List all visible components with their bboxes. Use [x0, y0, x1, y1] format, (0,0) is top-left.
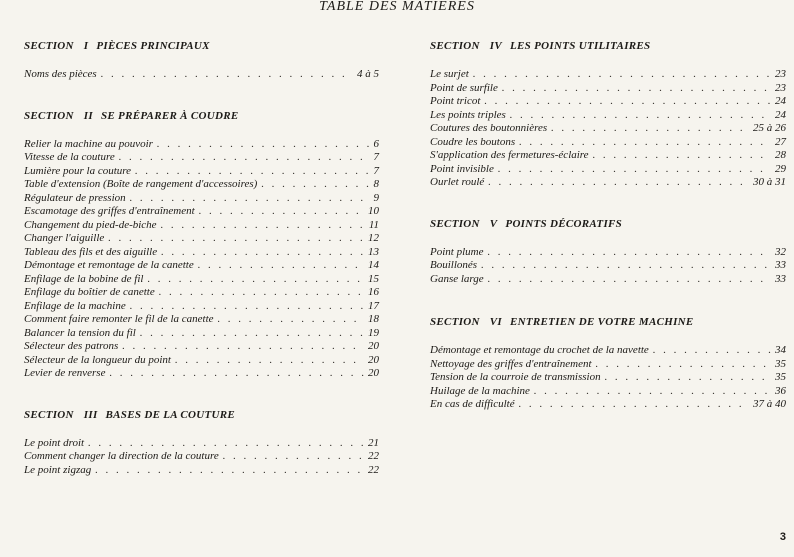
section-number: IV	[489, 40, 502, 52]
entry-page: 9	[373, 191, 379, 204]
entry-title: Relier la machine au pouvoir	[24, 137, 153, 150]
entry-page: 24	[775, 108, 786, 121]
toc-entry	[24, 327, 379, 341]
dot-leader	[101, 68, 353, 82]
dot-leader	[157, 138, 370, 152]
toc-entry	[24, 192, 379, 206]
entry-title: Point plume	[430, 245, 484, 258]
dot-leader	[108, 232, 364, 246]
section-heading	[24, 38, 379, 54]
section-label: SECTION	[24, 40, 74, 52]
toc-entry	[430, 176, 786, 190]
entry-page: 29	[775, 162, 786, 175]
toc-entry	[24, 313, 379, 327]
entry-page: 11	[368, 218, 379, 231]
entry-title: Démontage et remontage de la canette	[24, 259, 194, 271]
toc-entry	[24, 340, 379, 354]
entry-title: Les points triples	[430, 108, 506, 121]
entry-title: Changement du pied-de-biche	[24, 218, 157, 231]
entry-page: 27	[775, 135, 786, 148]
entry-page: 23	[775, 81, 786, 94]
toc-entry	[24, 151, 379, 165]
toc-entry	[430, 122, 786, 136]
section-name: LES POINTS UTILITAIRES	[510, 40, 651, 52]
entry-title: Table d'extension (Boîte de rangement d'accessoires)	[24, 178, 258, 190]
toc-entry	[430, 163, 786, 177]
entry-page: 25 à 26	[753, 122, 786, 134]
entry-page: 12	[368, 232, 379, 244]
entry-title: Escamotage des griffes d'entraînement	[24, 205, 195, 217]
toc-entry	[430, 385, 786, 399]
section-i	[24, 38, 379, 82]
toc-entry	[24, 259, 379, 273]
toc-entry	[430, 68, 786, 82]
toc-entry	[24, 464, 379, 478]
dot-leader	[223, 450, 364, 464]
dot-leader	[95, 464, 364, 478]
entry-page: 19	[368, 326, 379, 339]
entry-title: Lumière pour la couture	[24, 164, 132, 177]
entry-title: Bouillonés	[430, 259, 478, 271]
entry-title: Huilage de la machine	[430, 384, 530, 397]
dot-leader	[198, 259, 364, 273]
entry-page: 22	[368, 463, 379, 476]
section-number: III	[83, 408, 98, 421]
entry-title: Nettoyage des griffes d'entraînement	[430, 357, 592, 370]
entry-title: Coudre les boutons	[430, 135, 516, 148]
toc-entry	[24, 232, 379, 246]
section-heading	[24, 108, 379, 124]
section-heading	[430, 314, 786, 330]
dot-leader	[484, 95, 771, 109]
section-label: SECTION	[24, 109, 74, 122]
toc-entry	[24, 138, 379, 152]
section-vi	[430, 314, 786, 412]
toc-entry	[24, 68, 379, 82]
dot-leader	[534, 385, 771, 399]
entry-title: Le point zigzag	[24, 463, 92, 476]
section-label: SECTION	[430, 316, 480, 328]
entry-page: 6	[373, 137, 379, 150]
toc-entry	[430, 82, 786, 96]
section-name: BASES DE LA COUTURE	[105, 408, 236, 421]
dot-leader	[605, 371, 771, 385]
entry-page: 33	[775, 272, 786, 285]
entry-title: Le point droit	[24, 436, 85, 449]
dot-leader	[519, 136, 771, 150]
entry-page: 30 à 31	[753, 176, 786, 188]
entry-title: Comment faire remonter le fil de la canette	[24, 313, 214, 325]
entry-page: 28	[775, 149, 786, 161]
section-heading	[24, 407, 379, 423]
entry-title: Point de surfile	[430, 81, 498, 94]
entry-page: 20	[368, 353, 379, 366]
entry-page: 7	[373, 164, 379, 177]
entry-page: 20	[368, 340, 379, 352]
entry-page: 10	[368, 205, 379, 217]
dot-leader	[596, 358, 771, 372]
entry-page: 22	[368, 450, 379, 462]
toc-entry	[24, 286, 379, 300]
dot-leader	[551, 122, 749, 136]
entry-title: S'application des fermetures-éclaire	[430, 149, 589, 161]
entry-page: 21	[368, 436, 379, 449]
dot-leader	[109, 367, 364, 381]
dot-leader	[593, 149, 771, 163]
dot-leader	[140, 327, 364, 341]
toc-entry	[430, 259, 786, 273]
entry-title: Point tricot	[430, 95, 481, 107]
entry-page: 33	[775, 259, 786, 271]
toc-entry	[430, 136, 786, 150]
entry-title: Ganse large	[430, 272, 484, 285]
toc-entry	[24, 450, 379, 464]
entry-title: Ourlet roulé	[430, 176, 485, 188]
section-name: POINTS DÉCORATIFS	[505, 217, 623, 230]
toc-entry	[24, 437, 379, 451]
entry-title: Démontage et remontage du crochet de la navette	[430, 344, 649, 356]
toc-entry	[24, 246, 379, 260]
entry-title: Comment changer la direction de la couture	[24, 450, 219, 462]
dot-leader	[510, 109, 771, 123]
section-number: V	[489, 217, 498, 230]
dot-leader	[130, 192, 370, 206]
right-column	[430, 38, 786, 412]
dot-leader	[488, 273, 771, 287]
entry-page: 24	[775, 95, 786, 107]
section-label: SECTION	[430, 217, 480, 230]
section-v	[430, 216, 786, 287]
section-label: SECTION	[430, 40, 480, 52]
dot-leader	[161, 246, 364, 260]
dot-leader	[122, 340, 364, 354]
entry-title: Vitesse de la couture	[24, 151, 115, 163]
entry-title: Sélecteur de la longueur du point	[24, 353, 171, 366]
toc-entry	[430, 344, 786, 358]
dot-leader	[175, 354, 364, 368]
dot-leader	[519, 398, 749, 412]
entry-page: 23	[775, 68, 786, 80]
dot-leader	[473, 68, 771, 82]
entry-page: 4 à 5	[357, 68, 379, 80]
entry-page: 36	[775, 384, 786, 397]
toc-entry	[430, 371, 786, 385]
toc-entry	[430, 109, 786, 123]
dot-leader	[653, 344, 771, 358]
entry-title: Levier de renverse	[24, 367, 106, 379]
entry-page: 14	[368, 259, 379, 271]
entry-page: 16	[368, 286, 379, 298]
section-number: II	[83, 109, 93, 122]
toc-entry	[430, 358, 786, 372]
toc-entry	[24, 219, 379, 233]
section-number: VI	[489, 316, 502, 328]
entry-title: En cas de difficulté	[430, 398, 515, 410]
toc-entry	[24, 165, 379, 179]
section-name: SE PRÉPARER À COUDRE	[100, 109, 239, 122]
entry-page: 13	[368, 245, 379, 258]
dot-leader	[199, 205, 364, 219]
toc-entry	[430, 246, 786, 260]
dot-leader	[161, 219, 365, 233]
entry-title: Enfilage de la bobine de fil	[24, 272, 144, 285]
entry-title: Tension de la courroie de transmission	[430, 371, 601, 383]
section-name: PIÈCES PRINCIPAUX	[96, 40, 210, 52]
entry-title: Balancer la tension du fil	[24, 326, 136, 339]
entry-page: 17	[368, 299, 379, 312]
dot-leader	[502, 82, 771, 96]
toc-entry	[24, 354, 379, 368]
page-number: 3	[779, 531, 786, 543]
entry-title: Point invisible	[430, 162, 494, 175]
entry-page: 32	[775, 245, 786, 258]
section-heading	[430, 216, 786, 232]
toc-entry	[430, 398, 786, 412]
section-ii	[24, 108, 379, 381]
dot-leader	[119, 151, 370, 165]
dot-leader	[130, 300, 364, 314]
section-number: I	[83, 40, 89, 52]
dot-leader	[498, 163, 771, 177]
entry-page: 7	[373, 151, 379, 163]
section-label: SECTION	[24, 408, 74, 421]
toc-entry	[430, 273, 786, 287]
entry-title: Régulateur de pression	[24, 191, 126, 204]
dot-leader	[159, 286, 364, 300]
entry-page: 18	[368, 313, 379, 325]
dot-leader	[88, 437, 364, 451]
entry-page: 15	[368, 272, 379, 285]
dot-leader	[488, 176, 749, 190]
dot-leader	[261, 178, 369, 192]
entry-title: Enfilage du boîtier de canette	[24, 286, 155, 298]
dot-leader	[147, 273, 364, 287]
left-column	[24, 38, 379, 477]
section-heading	[430, 38, 786, 54]
entry-page: 20	[368, 367, 379, 379]
toc-entry	[24, 178, 379, 192]
entry-title: Tableau des fils et des aiguille	[24, 245, 158, 258]
toc-entry	[24, 273, 379, 287]
entry-title: Sélecteur des patrons	[24, 340, 119, 352]
entry-title: Le surjet	[430, 68, 469, 80]
entry-title: Enfilage de la machine	[24, 299, 126, 312]
page-title: TABLE DES MATIERES	[319, 0, 475, 14]
toc-entry	[24, 300, 379, 314]
dot-leader	[487, 246, 771, 260]
toc-entry	[24, 367, 379, 381]
entry-page: 8	[373, 178, 379, 190]
section-iii	[24, 407, 379, 478]
dot-leader	[481, 259, 771, 273]
entry-page: 34	[775, 344, 786, 356]
dot-leader	[218, 313, 364, 327]
entry-page: 37 à 40	[753, 398, 786, 410]
entry-title: Changer l'aiguille	[24, 232, 105, 244]
section-iv	[430, 38, 786, 190]
toc-entry	[430, 95, 786, 109]
entry-title: Noms des pièces	[24, 68, 97, 80]
entry-page: 35	[775, 357, 786, 370]
toc-entry	[24, 205, 379, 219]
section-name: ENTRETIEN DE VOTRE MACHINE	[510, 316, 694, 328]
entry-page: 35	[775, 371, 786, 383]
dot-leader	[135, 165, 369, 179]
entry-title: Coutures des boutonnières	[430, 122, 548, 134]
toc-entry	[430, 149, 786, 163]
